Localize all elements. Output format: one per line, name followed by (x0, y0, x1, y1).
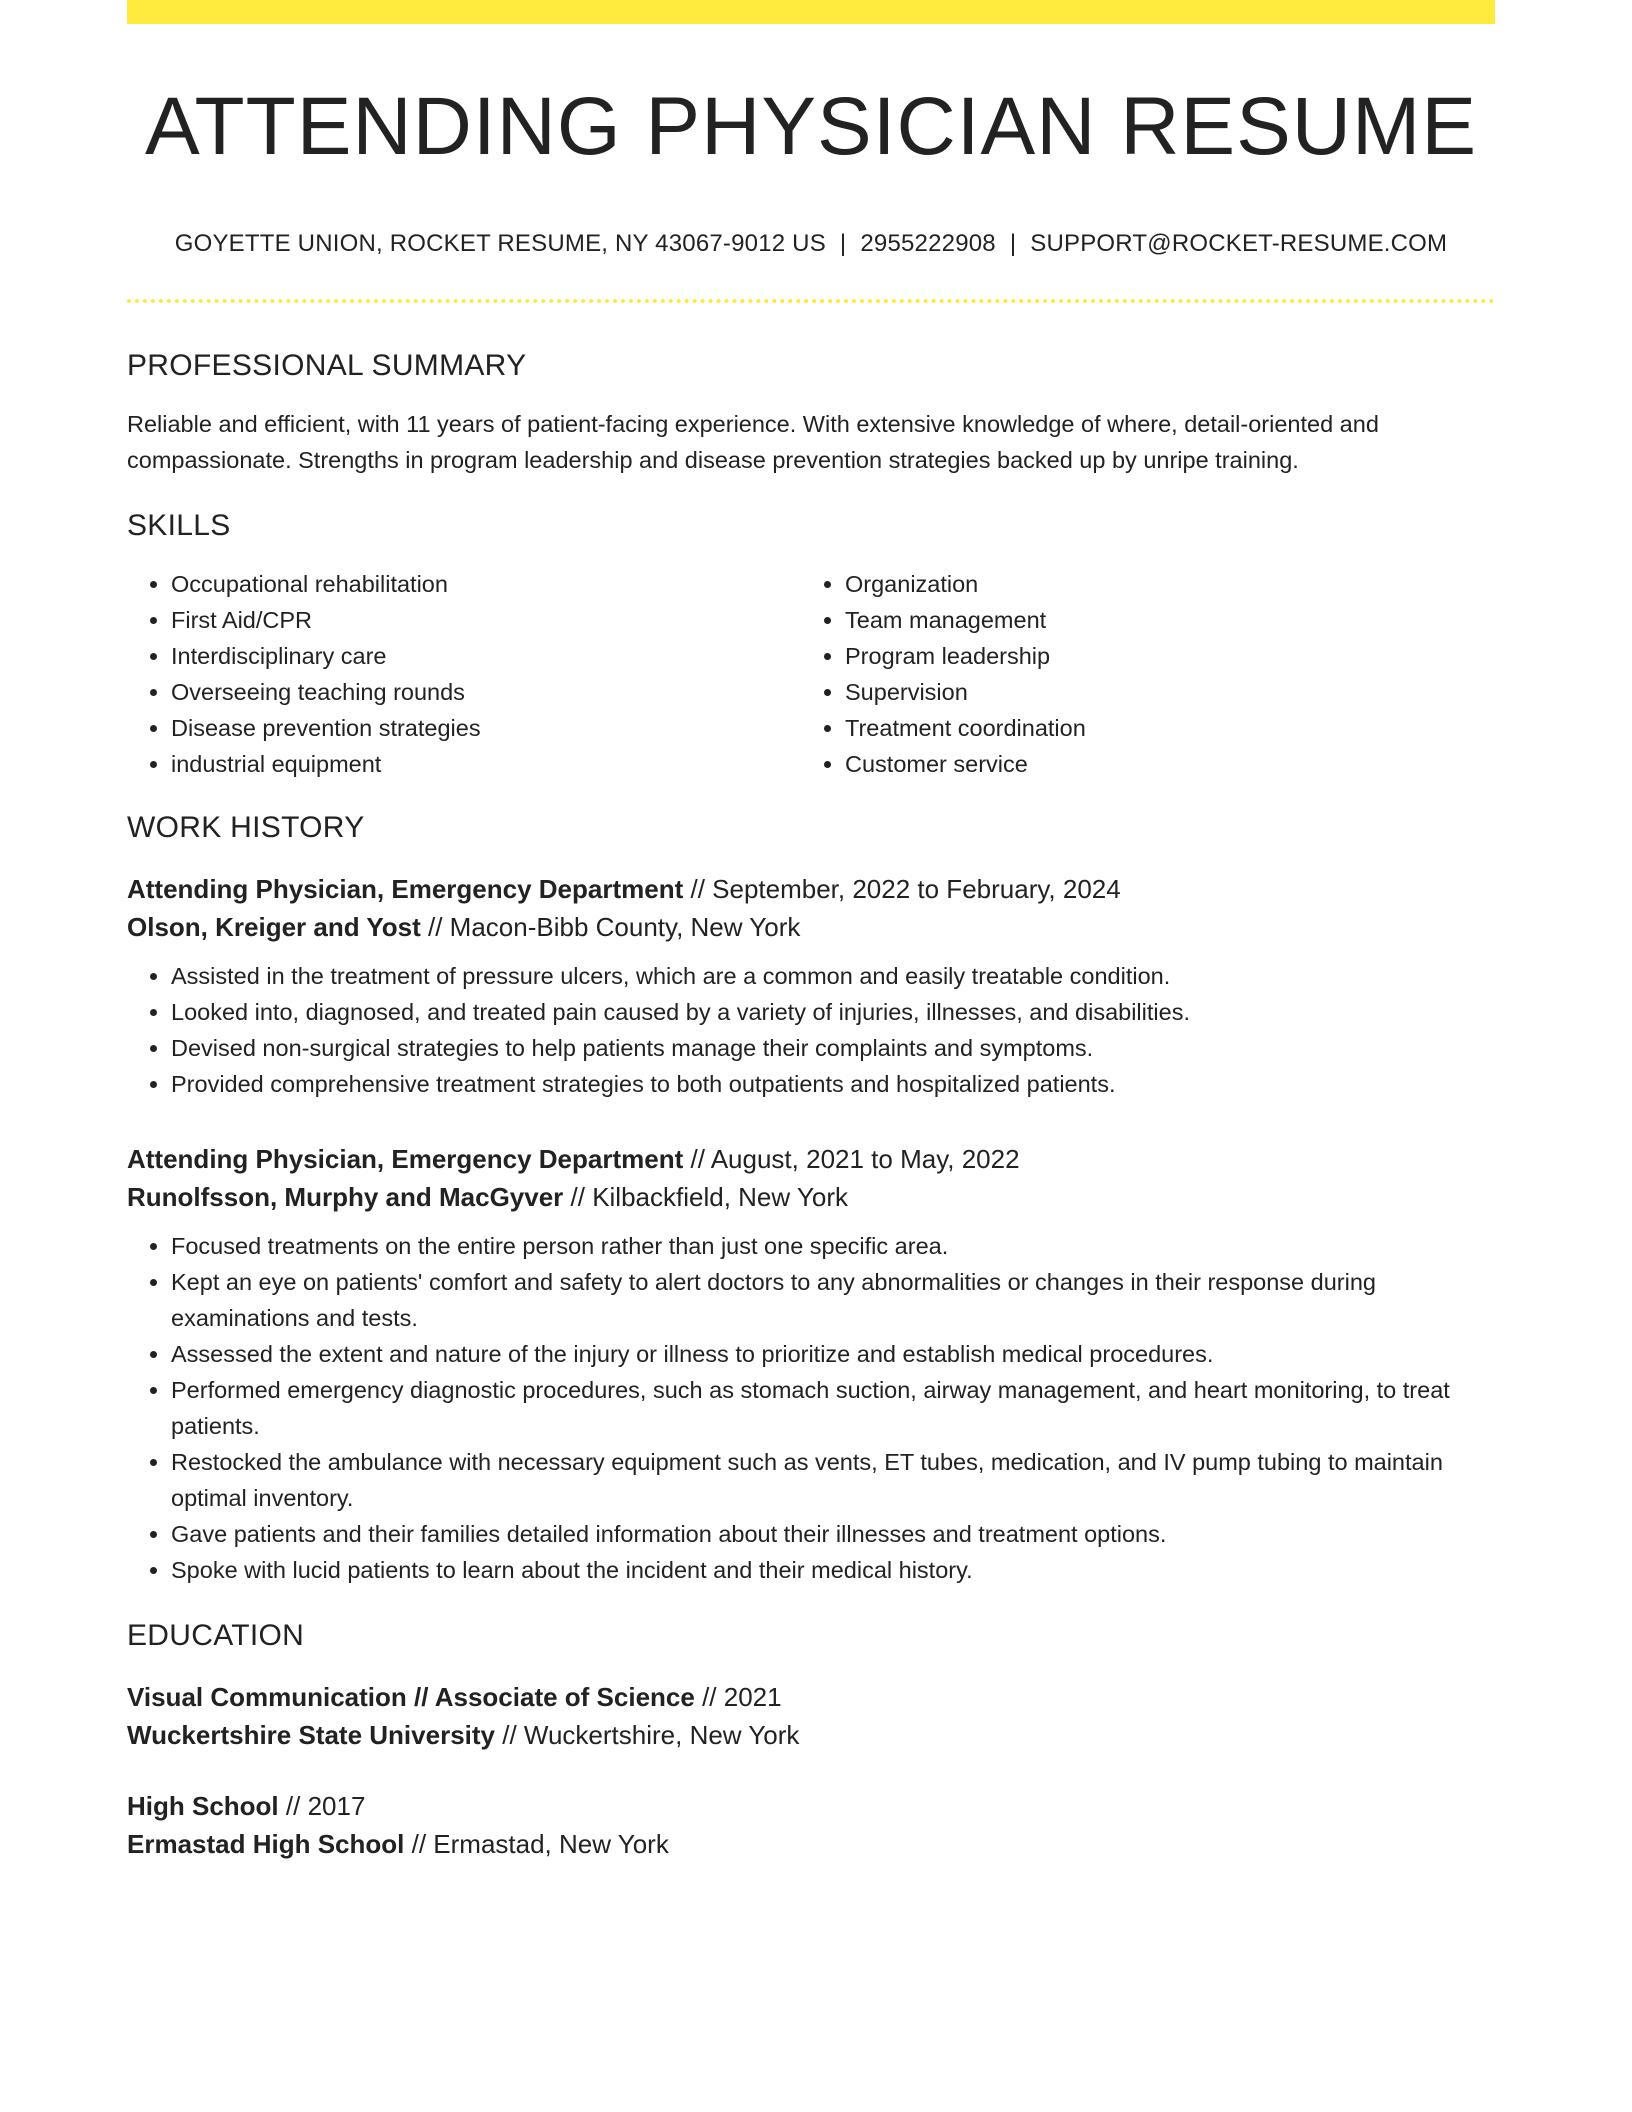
job-title-line (127, 1140, 1495, 1178)
education-entry (127, 1678, 1495, 1754)
skills-heading: SKILLS (127, 508, 231, 542)
contact-separator: | (1009, 230, 1017, 258)
contact-email: SUPPORT@ROCKET-RESUME.COM (1030, 230, 1448, 258)
job-bullet: • Restocked the ambulance with necessary equipment such as vents, ET tubes, medication, and IV pump tubing to maintain optimal inventory. (171, 1444, 1495, 1516)
resume-title: ATTENDING PHYSICIAN RESUME (144, 81, 1478, 172)
skill-item: • Overseeing teaching rounds (171, 674, 801, 710)
contact-line (127, 230, 1495, 259)
education-year: // 2021 (694, 1681, 782, 1712)
job-bullet: • Looked into, diagnosed, and treated pain caused by a variety of injuries, illnesses, and disabilities. (171, 994, 1495, 1030)
contact-separator: | (839, 230, 847, 258)
accent-top-bar (127, 0, 1495, 24)
education-school: Wuckertshire State University (127, 1719, 495, 1750)
skill-item: • Team management (845, 602, 1475, 638)
work-history-heading: WORK HISTORY (127, 810, 365, 844)
education-entry (127, 1787, 1495, 1863)
job-bullets (127, 958, 1495, 1102)
job-bullet: • Gave patients and their families detailed information about their illnesses and treatment options. (171, 1516, 1495, 1552)
job-bullet: • Assessed the extent and nature of the injury or illness to prioritize and establish medical procedures. (171, 1336, 1495, 1372)
skill-item: • Occupational rehabilitation (171, 566, 801, 602)
dotted-divider (127, 299, 1495, 303)
skill-item: • Treatment coordination (845, 710, 1475, 746)
skill-item: • Customer service (845, 746, 1475, 782)
summary-text: Reliable and efficient, with 11 years of patient-facing experience. With extensive knowledge of where, detail-oriented and compassionate. Strengths in program leadership and disease prevention strategies backed up by unripe training. (127, 410, 1379, 473)
job-bullet: • Devised non-surgical strategies to help patients manage their complaints and symptoms. (171, 1030, 1495, 1066)
skills-list (127, 566, 1495, 782)
education-degree-line (127, 1787, 1495, 1825)
resume-page (127, 0, 1495, 1863)
education-location: // Ermastad, New York (404, 1828, 669, 1859)
contact-phone: 2955222908 (860, 230, 996, 258)
education-location: // Wuckertshire, New York (495, 1719, 800, 1750)
job-title-line (127, 870, 1495, 908)
job-dates: // August, 2021 to May, 2022 (683, 1143, 1020, 1174)
job-bullets (127, 1228, 1495, 1588)
job-dates: // September, 2022 to February, 2024 (683, 873, 1121, 904)
education-degree: Visual Communication // Associate of Science (127, 1681, 695, 1712)
job-company: Runolfsson, Murphy and MacGyver (127, 1181, 564, 1212)
contact-address: GOYETTE UNION, ROCKET RESUME, NY 43067-9012 US (174, 230, 826, 258)
job-company-line (127, 908, 1495, 946)
skill-item: • Program leadership (845, 638, 1475, 674)
skill-item: • First Aid/CPR (171, 602, 801, 638)
job-entry (127, 870, 1495, 1102)
job-bullet: • Performed emergency diagnostic procedures, such as stomach suction, airway management, and heart monitoring, to treat patients. (171, 1372, 1495, 1444)
education-school-line (127, 1825, 1495, 1863)
skill-item: • Disease prevention strategies (171, 710, 801, 746)
education-school: Ermastad High School (127, 1828, 405, 1859)
job-bullet: • Focused treatments on the entire person rather than just one specific area. (171, 1228, 1495, 1264)
job-company-line (127, 1178, 1495, 1216)
job-company: Olson, Kreiger and Yost (127, 911, 421, 942)
job-title: Attending Physician, Emergency Department (127, 873, 684, 904)
education-school-line (127, 1716, 1495, 1754)
job-bullet: • Assisted in the treatment of pressure ulcers, which are a common and easily treatable condition. (171, 958, 1495, 994)
skill-item: • Interdisciplinary care (171, 638, 801, 674)
job-bullet: • Provided comprehensive treatment strategies to both outpatients and hospitalized patients. (171, 1066, 1495, 1102)
education-degree-line (127, 1678, 1495, 1716)
skills-column-left (127, 566, 801, 782)
skill-item: • Supervision (845, 674, 1475, 710)
education-degree: High School (127, 1790, 279, 1821)
job-location: // Kilbackfield, New York (563, 1181, 848, 1212)
skills-column-right (801, 566, 1475, 782)
skill-item: • industrial equipment (171, 746, 801, 782)
job-bullet: • Spoke with lucid patients to learn about the incident and their medical history. (171, 1552, 1495, 1588)
education-year: // 2017 (278, 1790, 366, 1821)
job-title: Attending Physician, Emergency Department (127, 1143, 684, 1174)
summary-heading: PROFESSIONAL SUMMARY (127, 348, 527, 382)
job-bullet: • Kept an eye on patients' comfort and safety to alert doctors to any abnormalities or changes in their response during examinations and tests. (171, 1264, 1495, 1336)
job-location: // Macon-Bibb County, New York (420, 911, 801, 942)
education-heading: EDUCATION (127, 1618, 305, 1652)
skill-item: • Organization (845, 566, 1475, 602)
job-entry (127, 1140, 1495, 1588)
